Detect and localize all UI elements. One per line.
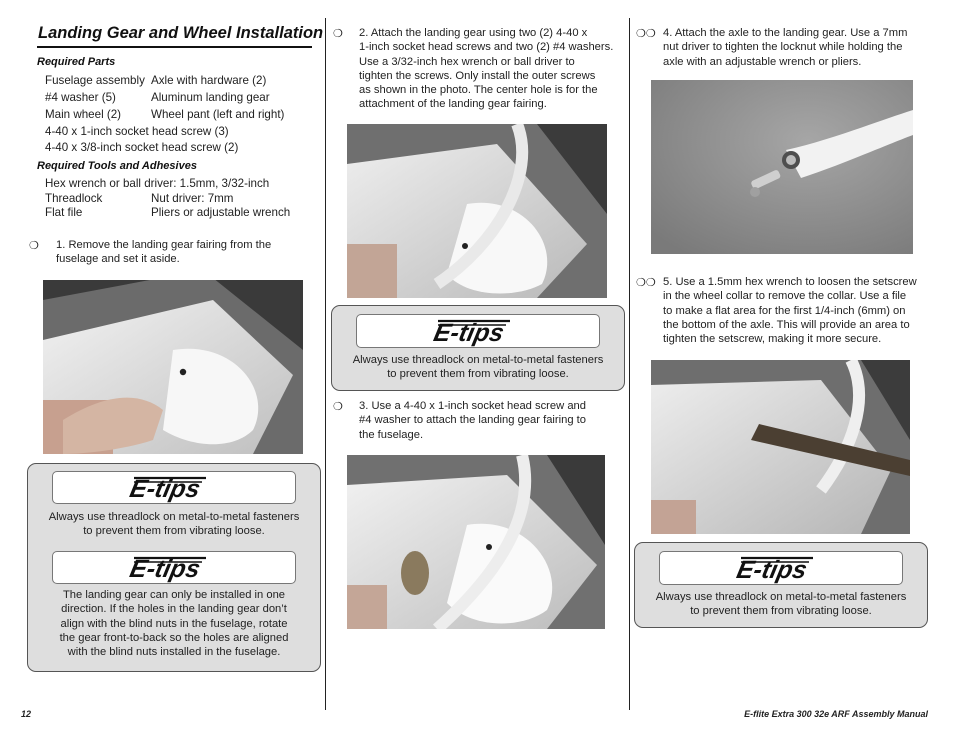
etips-box-right — [634, 542, 928, 628]
etips-logo-pill — [356, 314, 600, 348]
tool-item: Nut driver: 7mm — [151, 192, 234, 205]
part-item: Axle with hardware (2) — [151, 74, 267, 87]
tool-item: Hex wrench or ball driver: 1.5mm, 3/32-inch — [45, 177, 270, 190]
step-1-text: 1. Remove the landing gear fairing from the fuselage and set it aside. — [56, 239, 272, 266]
etips-logo-text: E-tips — [734, 556, 810, 584]
etips-box-middle — [331, 305, 625, 391]
etips-logo — [418, 315, 538, 347]
etips-logo-text: E-tips — [127, 475, 203, 503]
etips-logo-pill — [659, 551, 903, 585]
tool-item: Flat file — [45, 206, 83, 219]
section-title-rule — [37, 46, 312, 48]
etips-logo — [114, 552, 234, 583]
step-2-text: 2. Attach the landing gear using two (2) 4-40 x 1-inch socket head screws and two (2) #4 washers. Use a 3/32-inch hex wrench or ball driver to tighten the screws. Only install the outer screws as shown in the photo. The center hole is for the attachment of the landing gear fairing. — [359, 27, 614, 111]
section-title: Landing Gear and Wheel Installation — [38, 24, 324, 42]
required-parts-heading: Required Parts — [37, 56, 116, 68]
step-5-checkbox[interactable]: ❍❍ — [636, 277, 656, 289]
step-5-text: 5. Use a 1.5mm hex wrench to loosen the setscrew in the wheel collar to remove the collar. Use a file to make a flat area for the first 1/4-inch (6mm) on the bottom of the axle. This will provide an area to tighten the setscrew, making it more secure. — [663, 276, 917, 346]
step-3-checkbox[interactable]: ❍ — [333, 401, 343, 413]
etips-logo — [114, 472, 234, 503]
photo-axle-attached — [651, 80, 913, 254]
required-tools-heading: Required Tools and Adhesives — [37, 160, 197, 172]
photo-axle-filing — [651, 360, 910, 534]
step-3-text: 3. Use a 4-40 x 1-inch socket head screw and #4 washer to attach the landing gear fairing to the fuselage. — [359, 400, 587, 441]
etips-logo-text: E-tips — [431, 319, 507, 347]
step-4-text: 4. Attach the axle to the landing gear. Use a 7mm nut driver to tighten the locknut while holding the axle with an adjustable wrench or pliers. — [663, 27, 908, 68]
tip-threadlock-text: Always use threadlock on metal-to-metal fasteners to prevent them from vibrating loose. — [352, 354, 604, 381]
page-number: 12 — [21, 709, 32, 719]
etips-box-left — [27, 463, 321, 672]
step-4-checkbox[interactable]: ❍❍ — [636, 28, 656, 40]
photo-fairing-attached — [347, 455, 605, 629]
etips-logo-text: E-tips — [127, 555, 203, 583]
column-divider-right — [629, 18, 630, 710]
tip-threadlock-text: Always use threadlock on metal-to-metal fasteners to prevent them from vibrating loose. — [48, 511, 300, 538]
tip-threadlock-text: Always use threadlock on metal-to-metal fasteners to prevent them from vibrating loose. — [655, 591, 907, 618]
part-item: #4 washer (5) — [45, 91, 116, 104]
part-item: Main wheel (2) — [45, 108, 122, 121]
part-item: Aluminum landing gear — [151, 91, 270, 104]
etips-logo — [721, 552, 841, 584]
tool-item: Pliers or adjustable wrench — [151, 206, 291, 219]
part-item: Fuselage assembly — [45, 74, 145, 87]
photo-landing-gear-attached — [347, 124, 607, 298]
part-item: 4-40 x 1-inch socket head screw (3) — [45, 125, 229, 138]
tip-gear-direction-text: The landing gear can only be installed in one direction. If the holes in the landing gear don’t align with the blind nuts in the fuselage, rotate the gear front-to-back so the holes are aligned with the blind nuts installed in the fuselage. — [59, 589, 289, 659]
etips-logo-pill — [52, 471, 296, 504]
part-item: 4-40 x 3/8-inch socket head screw (2) — [45, 141, 239, 154]
step-2-checkbox[interactable]: ❍ — [333, 28, 343, 40]
tool-item: Threadlock — [45, 192, 103, 205]
step-1-checkbox[interactable]: ❍ — [29, 240, 39, 252]
manual-title-footer: E-flite Extra 300 32e ARF Assembly Manual — [744, 709, 928, 719]
column-divider-left — [325, 18, 326, 710]
photo-fuselage-fairing-removal — [43, 280, 303, 454]
etips-logo-pill — [52, 551, 296, 584]
part-item: Wheel pant (left and right) — [151, 108, 285, 121]
